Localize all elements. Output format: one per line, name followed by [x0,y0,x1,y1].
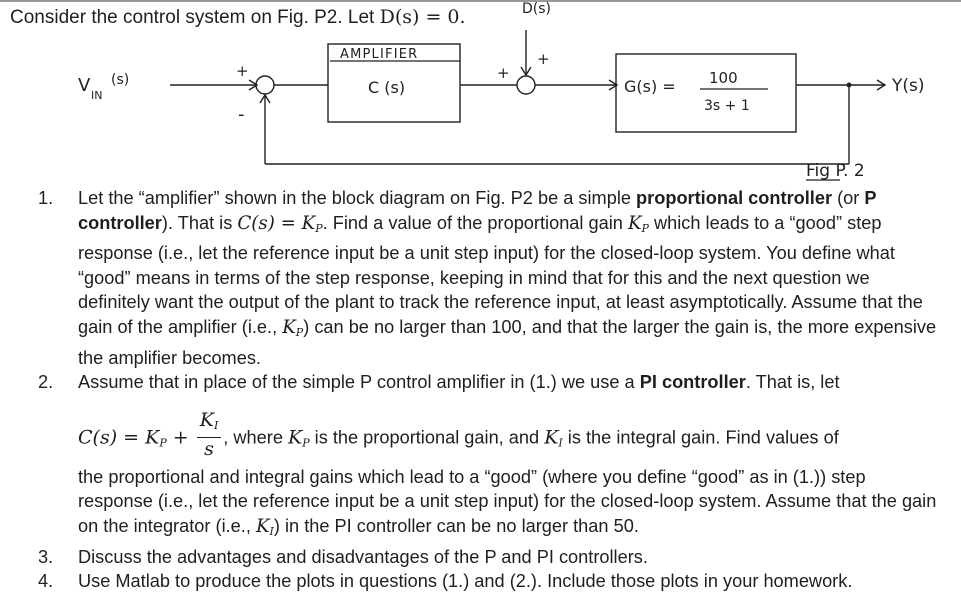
formula-numerator [197,409,222,438]
formula-plus: + [166,426,189,449]
sum1-minus-sign: - [238,104,245,125]
question-1 [38,186,943,370]
question-1-math-c: C(s) = K [237,212,316,234]
question-2-text-a: Assume that in place of the simple P control amplifier in (1.) we use a [78,372,640,393]
question-2-text-b: . That is, let [745,372,840,393]
question-1-text-b: (or [832,188,865,208]
formula-ki: K [544,426,559,449]
question-3-number: 3. [38,546,54,567]
question-2 [38,370,943,544]
figure-caption: Fig P. 2 [806,161,865,181]
question-1-number: 1. [38,188,54,208]
intro-math: D(s) = 0. [379,6,466,28]
amplifier-title: AMPLIFIER [340,47,419,62]
question-2-ki: K [255,515,270,537]
formula-after-c: is the integral gain. Find values of [562,427,839,448]
formula-fraction [197,409,222,460]
sum2-plus-left: + [497,64,510,82]
formula-denominator: s [204,437,214,460]
formula-kp: K [288,426,303,449]
question-1-kp-2-sub: P [295,325,304,339]
question-1-math-c-sub: P [315,221,323,235]
question-4-text: Use Matlab to produce the plots in questions (1.) and (2.). Include those plots in your homework. [78,571,853,592]
formula-after-a: , where [223,427,288,448]
question-1-text-d: . Find a value of the proportional gain [322,212,628,233]
plant-numerator: 100 [709,69,738,87]
question-1-bold-proportional: proportional controller [636,188,833,208]
question-1-kp: K [627,212,642,234]
question-2-number: 2. [38,372,54,393]
amplifier-transfer-function: C (s) [368,78,406,97]
summing-junction-1 [256,76,274,94]
formula-lhs: C(s) = K [78,426,160,449]
question-1-text-a: Let the “amplifier” shown in the block diagram on Fig. P2 be a simple [78,188,637,208]
question-3-text: Discuss the advantages and disadvantages of the P and PI controllers. [78,546,648,567]
input-label: V [78,75,91,96]
question-4 [38,569,943,594]
block-diagram [0,0,961,186]
plant-denominator: 3s + 1 [704,98,750,114]
formula-numerator-k: K [199,408,214,431]
question-2-formula [78,408,839,464]
formula-ki-sub: I [558,436,563,450]
question-list [38,186,943,594]
input-label-arg: (s) [111,72,130,88]
question-1-bold-p-controller: P controller [78,188,877,233]
formula-after-b: is the proportional gain, and [309,427,545,448]
sum2-plus-top: + [537,50,550,68]
question-1-kp-2: K [282,316,296,338]
output-label: Y(s) [892,76,925,96]
question-1-text-f: ) can be no larger than 100, and that the larger the gain is, the more expensive the amplifier becomes. [78,316,937,368]
input-label-sub: IN [91,89,103,102]
disturbance-label: D(s) [522,1,551,17]
formula-numerator-sub: I [213,418,219,432]
formula-lhs-sub: P [159,436,167,450]
question-2-ki-sub: I [269,524,274,538]
intro-text: Consider the control system on Fig. P2. Let [10,7,380,28]
formula-kp-sub: P [302,436,310,450]
plant-label: G(s) = [624,77,676,96]
question-2-formula-line [78,395,943,465]
question-1-text-e: which leads to a “good” step response (i.e., let the reference input be a unit step input) for the closed-loop system. You define what “good” means in terms of the step response, keeping in mind that for this and the next question we definitely want the output of the plant to track the reference input, at least asymptotically. Assume that the gain of the amplifier (i.e., [78,212,923,337]
question-1-text-c: ). That is [161,212,238,233]
question-3 [38,545,943,570]
question-1-kp-sub: P [641,221,649,235]
sum1-plus-sign: + [236,62,249,80]
question-2-bold-pi-controller: PI controller [639,372,746,393]
question-4-number: 4. [38,571,54,592]
question-2-text-d: ) in the PI controller can be no larger than 50. [273,515,639,536]
question-2-text-c: the proportional and integral gains which lead to a “good” (where you define “good” as in (1.)) step response (i.e., let the reference input be a unit step input) for the closed-loop system. Assume that the gain on the integrator (i.e., [78,466,937,536]
summing-junction-2 [517,76,535,94]
